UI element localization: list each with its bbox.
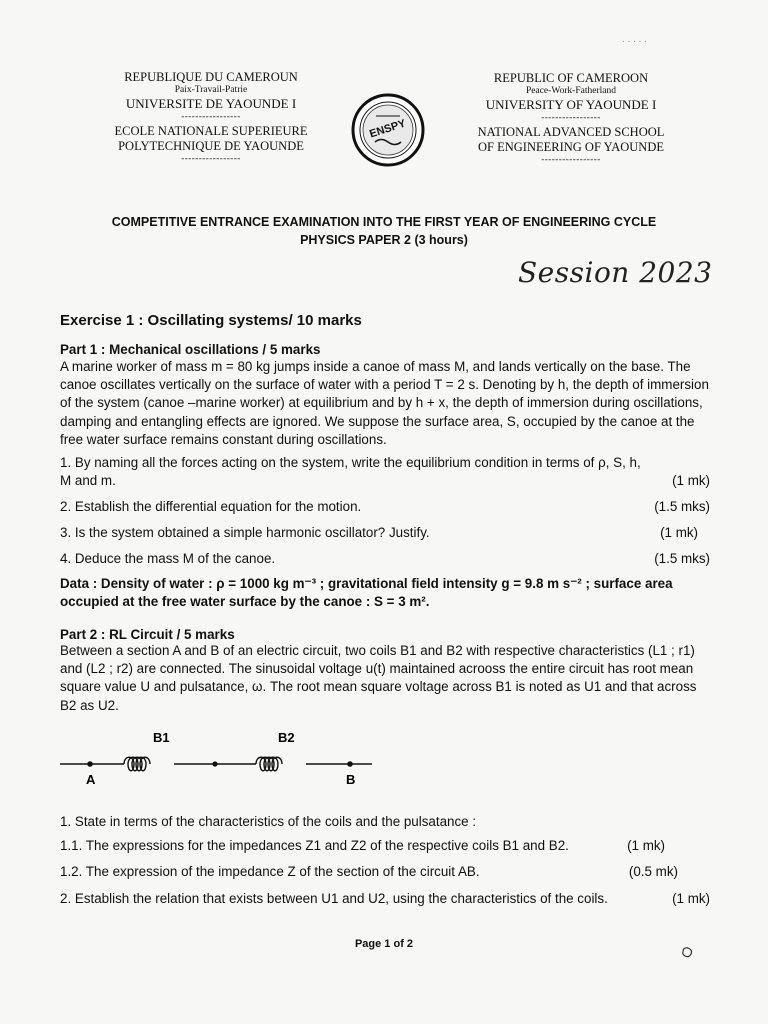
motto-en: Peace-Work-Fatherland bbox=[526, 85, 616, 96]
school-fr-line2: POLYTECHNIQUE DE YAOUNDE bbox=[118, 138, 304, 153]
coil-b1 bbox=[124, 757, 150, 771]
part2-text: Between a section A and B of an electric circuit, two coils B1 and B2 with respective characteristics (L1 ; r1) and (L2 ; r2) are connected. The sinusoidal voltage u(t) maintained acrooss the entire circuit has root mean square value U and pulsatance, ω. The root mean square voltage across B1 is noted as U1 and that across B2 as U2. bbox=[60, 643, 697, 713]
school-en-line2: OF ENGINEERING OF YAOUNDE bbox=[478, 139, 664, 154]
part2-question-1-2 bbox=[60, 863, 710, 881]
country-en: REPUBLIC OF CAMEROON bbox=[493, 71, 649, 85]
part2-heading: Part 2 : RL Circuit / 5 marks bbox=[60, 627, 235, 642]
header-left-block bbox=[96, 70, 326, 164]
part2-question-2 bbox=[60, 890, 710, 908]
marks-label: (1 mk) bbox=[660, 525, 698, 540]
part1-text: A marine worker of mass m = 80 kg jumps inside a canoe of mass M, and lands vertically on the base. The canoe oscillates vertically on the surface of water with a period T = 2 s. Denoting by h, the depth of immersion of the system (canoe –marine worker) at equilibrium and by h + x, the depth of immersion during oscillations, damping and entangling effects are ignored. We suppose the surface area, S, occupied by the canoe at the free water surface remains constant during oscillations. bbox=[60, 359, 709, 447]
question-text: 1. By naming all the forces acting on the system, write the equilibrium condition in terms of ρ, S, h, bbox=[60, 455, 641, 470]
part1-heading: Part 1 : Mechanical oscillations / 5 marks bbox=[60, 342, 321, 357]
question-2 bbox=[60, 498, 710, 516]
page-number: Page 1 of 2 bbox=[354, 938, 414, 950]
node-b-label: B bbox=[346, 772, 356, 787]
question-text: 4. Deduce the mass M of the canoe. bbox=[60, 551, 276, 566]
node-a-dot bbox=[87, 761, 93, 767]
question-text: 1.2. The expression of the impedance Z of the section of the circuit AB. bbox=[60, 864, 480, 879]
question-text: 1. State in terms of the characteristics of the coils and the pulsatance : bbox=[60, 814, 477, 829]
divider-dashes: ----------------- bbox=[181, 153, 241, 164]
exam-title: COMPETITIVE ENTRANCE EXAMINATION INTO THE FIRST YEAR OF ENGINEERING CYCLE bbox=[111, 215, 657, 229]
motto-fr: Paix-Travail-Patrie bbox=[174, 84, 248, 95]
part2-question-1 bbox=[60, 813, 710, 831]
part2-question-1-1 bbox=[60, 837, 710, 855]
coil-b2 bbox=[256, 757, 282, 771]
question-3 bbox=[60, 524, 710, 542]
country-fr: REPUBLIQUE DU CAMEROUN bbox=[124, 70, 298, 84]
question-4 bbox=[60, 550, 710, 568]
exercise-heading: Exercise 1 : Oscillating systems/ 10 marks bbox=[60, 312, 362, 329]
question-text: 1.1. The expressions for the impedances Z1 and Z2 of the respective coils B1 and B2. bbox=[60, 838, 569, 853]
question-text: M and m. bbox=[60, 473, 116, 488]
marks-label: (1.5 mks) bbox=[654, 499, 710, 514]
stray-marks: . . . . . bbox=[622, 34, 648, 45]
coil-b2-label: B2 bbox=[278, 730, 295, 745]
divider-dashes: ----------------- bbox=[541, 154, 601, 165]
rl-circuit-diagram bbox=[60, 728, 380, 788]
marks-label: (1 mk) bbox=[672, 473, 710, 488]
handwritten-session: Session 2023 bbox=[518, 256, 713, 289]
university-fr: UNIVERSITE DE YAOUNDE I bbox=[125, 95, 297, 111]
marks-label: (1 mk) bbox=[627, 838, 665, 853]
question-text: 3. Is the system obtained a simple harmonic oscillator? Justify. bbox=[60, 525, 430, 540]
divider-dashes: ----------------- bbox=[541, 112, 601, 123]
logo-text: ENSPY bbox=[368, 117, 408, 141]
enspy-seal-logo bbox=[348, 92, 428, 168]
marks-label: (1 mk) bbox=[672, 891, 710, 906]
marks-label: (0.5 mk) bbox=[628, 864, 678, 879]
middle-node-dot bbox=[212, 761, 217, 766]
node-a-label: A bbox=[86, 772, 96, 787]
school-fr-line1: ECOLE NATIONALE SUPERIEURE bbox=[114, 123, 308, 138]
corner-scribble-mark bbox=[680, 945, 694, 959]
school-en-line1: NATIONAL ADVANCED SCHOOL bbox=[477, 124, 665, 139]
node-b-dot bbox=[347, 761, 353, 767]
question-1-continued bbox=[60, 472, 710, 490]
coil-b1-label: B1 bbox=[153, 730, 170, 745]
paper-title: PHYSICS PAPER 2 (3 hours) bbox=[300, 233, 468, 247]
university-en: UNIVERSITY OF YAOUNDE I bbox=[485, 96, 657, 112]
data-statement: Data : Density of water : ρ = 1000 kg m⁻³ ; gravitational field intensity g = 9.8 m s⁻² ; surface area occupied at the free water surface by the canoe : S = 3 m². bbox=[60, 576, 673, 610]
divider-dashes: ----------------- bbox=[181, 111, 241, 122]
header-right-block bbox=[456, 71, 686, 165]
question-text: 2. Establish the relation that exists between U1 and U2, using the characteristics of the coils. bbox=[60, 891, 608, 906]
marks-label: (1.5 mks) bbox=[654, 551, 710, 566]
question-1 bbox=[60, 454, 710, 472]
question-text: 2. Establish the differential equation for the motion. bbox=[60, 499, 362, 514]
